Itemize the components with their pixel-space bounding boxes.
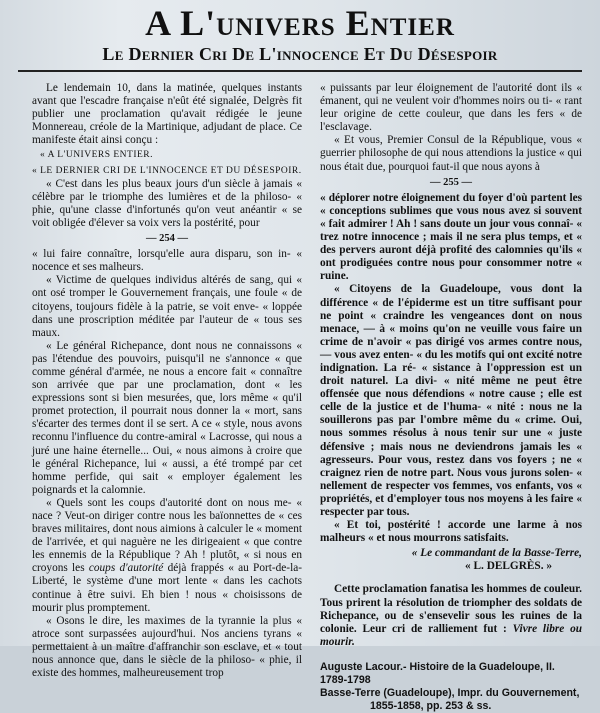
page-title: A L'univers Entier [145,3,455,43]
intro-paragraph: Le lendemain 10, dans la matinée, quelques instants avant que l'escadre française n'eût été signalée, Delgrès fit publier une proclamation qu'avait rédigée le jeune Monnereau, créole de la Martinique, adjudant de place. Ce manifeste était ainsi conçu : [32,82,302,147]
page-number-255: — 255 — [430,176,472,188]
manifesto-paragraph-3: « Victime de quelques individus altérés de sang, qui « ont osé tromper le Gouvernement français, une foule « de citoyens, toujours fidèle à la patrie, se voit enve- « loppée dans une proscription méditée par l'auteur de « tous ses maux. [32,274,302,339]
manifesto-paragraph-6: « Osons le dire, les maximes de la tyrannie la plus « atroce sont surpassées aujourd'hui. Nos anciens tyrans « permettaient à un maître d'affranchir son esclave, et « tout nous annonce que, dans le siècle de la philoso- « phie, il existe des hommes, malheureusement trop [32,614,302,680]
title-divider [18,70,582,72]
left-column [32,82,302,680]
manifesto-subheading: « LE DERNIER CRI DE L'INNOCENCE ET DU DÉSESPOIR. [32,165,302,176]
page-number-254: — 254 — [146,233,188,245]
paragraph-5-part-2: déjà frappés « au Port-de-la-Liberté, le système d'une mort lente « dans les cachots continue à être suivi. Eh bien ! nous « choisissons de mourir plus promptement. [32,562,302,614]
page-subtitle: Le Dernier Cri De L'innocence Et Du Désespoir [102,44,498,64]
rallying-cry: Vivre libre ou mourir. [320,622,583,648]
source-line-1: Auguste Lacour.- Histoire de la Guadeloupe, II. 1789-1798 [320,660,555,686]
manifesto-paragraph-10: « Citoyens de la Guadeloupe, vous dont la différence « de l'épiderme est un titre suffisant pour ne point « craindre les vengeances dont on nous menace, — à « moins qu'on ne veuille vous faire un crime de n'avoir « pas dirigé vos armes contre nous, — vous avez enten- « du les motifs qui ont excité notre indignation. La ré- « sistance à l'oppression est un droit naturel. La divi- « nité même ne peut être offensée que nous défendions « notre cause ; elle est celle de la justice et de l'huma- « nité : nous ne la souillerons pas par l'ombre même du « crime. Oui, nous sommes résolus à nous tenir sur une « juste défensive ; mais nous ne deviendrons jamais les « agresseurs. Pour vous, restez dans vos foyers ; ne « craignez rien de notre part. Nous vous jurons solen- « nellement de respecter vos femmes, vos enfants, vos « propriétés, et d'employer tous nos moyens à les faire « respecter par tous. [320,283,582,518]
manifesto-paragraph-7: « puissants par leur éloignement de l'autorité dont ils « émanent, qui ne veulent voir d'hommes noirs ou ti- « rant leur origine de cette couleur, que dans les fers « de l'esclavage. [320,82,582,134]
manifesto-paragraph-11: « Et toi, postérité ! accorde une larme à nos malheurs « et nous mourrons satisfaits. [320,519,582,545]
coups-emphasis: coups d'autorité [88,562,164,575]
manifesto-paragraph-8: « Et vous, Premier Consul de la République, vous « guerrier philosophe de qui nous attendions la justice « qui nous était due, pourquoi faut-il que nous ayons à [320,134,582,173]
text-columns [32,82,586,712]
manifesto-paragraph-5 [32,497,302,615]
signature-title: « Le commandant de la Basse-Terre, [411,547,582,560]
paragraph-5-part-1: « Quels sont les coups d'autorité dont on nous me- « nace ? Veut-on diriger contre nous les baïonnettes de « ces braves militaires, dont nous aimions à calculer le « moment de l'arrivée, et qui naguère ne les dirigeaient « que contre les ennemis de la République ? Ah ! plutôt, « si nous en croyons les [32,496,302,575]
closing-paragraph [320,583,582,648]
manifesto-paragraph-4: « Le général Richepance, dont nous ne connaissons « pas l'étendue des pouvoirs, puisqu'il ne s'annonce « que comme général d'armée, ne nous a encore fait « connaître son arrivée que par une proclamation, dont « les expressions sont si bien mesurées, que, lors même « qu'il promet protection, il pourrait nous donner la « mort, sans s'écarter des termes dont il se sert. A ce « style, nous avons reconnu l'influence du contre-amiral « Lacrosse, qui nous a juré une haine éternelle... Oui, « nous aimons à croire que le général Richepance, lui « aussi, a été trompé par cet homme perfide, qui sait « employer également les poignards et la calomnie. [32,339,302,496]
closing-text: Cette proclamation fanatisa les hommes de couleur. Tous prirent la résolution de triompher des soldats de Richepance, ou de s'ensevelir sous les ruines de la colonie. Leur cri de ralliement fut : [320,583,582,635]
spacer [320,573,582,583]
manifesto-paragraph-2: « lui faire connaître, lorsqu'elle aura disparu, son in- « nocence et ses malheurs. [32,248,302,274]
right-column [320,82,583,712]
manifesto-paragraph-1: « C'est dans les plus beaux jours d'un siècle à jamais « célèbre par le triomphe des lumières et de la philoso- « phie, qu'une classe d'infortunés qu'on veut anéantir « se voit obligée d'élever sa voix vers la postérité, pour [32,177,302,229]
source-citation [320,661,582,713]
manifesto-heading: « A L'UNIVERS ENTIER. [40,150,154,161]
source-line-3: 1855-1858, pp. 253 & ss. [370,699,492,712]
signature-name: « L. DELGRÈS. » [465,560,552,573]
source-line-2: Basse-Terre (Guadeloupe), Impr. du Gouvernement, [320,686,580,699]
manifesto-paragraph-9: « déplorer notre éloignement du foyer d'où partent les « conceptions sublimes que vous nous avez si souvent « fait admirer ! Ah ! sans doute un jour vous connaî- « trez notre innocence ; mais il ne sera plus temps, et « des pervers auront déjà profité des calomnies qu'ils « ont prodiguées contre nous pour consommer notre « ruine. [320,191,582,283]
